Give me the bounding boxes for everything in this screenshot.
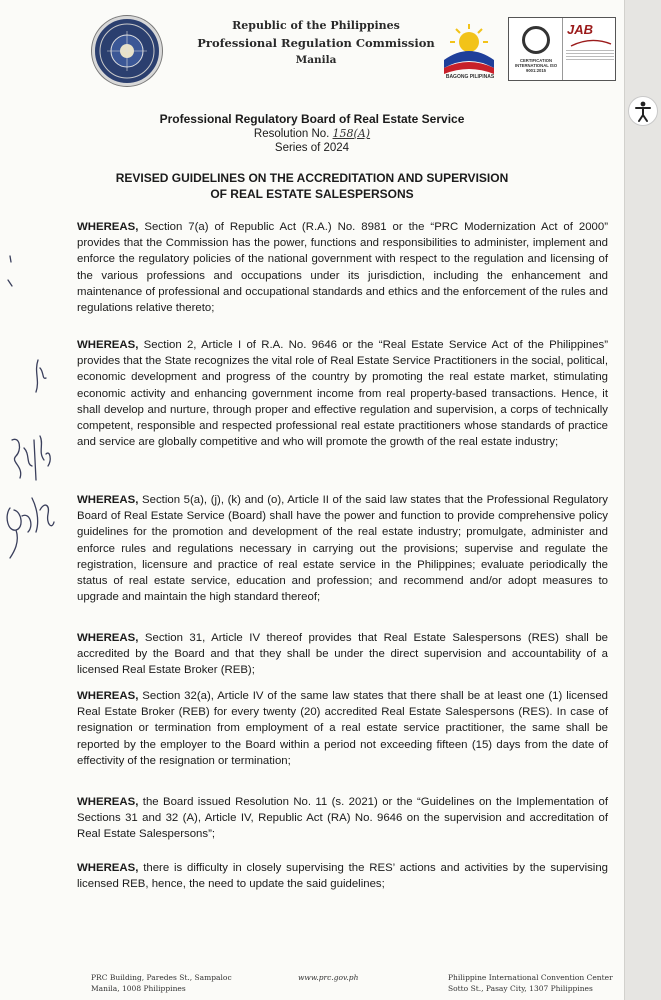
- whereas-text: Section 31, Article IV thereof provides that Real Estate Salespersons (RES) shall be accredited by the Board and that they shall be under the direct supervision and accountability of a licensed Real Estate Broker (REB);: [77, 632, 608, 677]
- certification-label: CERTIFICATION INTERNATIONAL ISO 9001:2015: [514, 58, 558, 73]
- jab-accreditation-label: JAB: [567, 22, 594, 37]
- whereas-text: Section 5(a), (j), (k) and (o), Article II of the said law states that the Professional Regulatory Board of Real Estate Service (Board) shall have the power and function to provide comprehensive policy guidelines for the promotion and development of the real estate industry; promulgate, administer and enforce rules and regulations necessary in carrying out the provisions; supervise and regulate the registration, licensure and practice of real estate service in the Philippines; evaluate periodically the status of real estate service, education and profession; and recommend and/or adopt measures to upgrade and maintain the high standard thereof;: [77, 494, 608, 604]
- certification-badges: [508, 17, 616, 81]
- footer-left-line-1: PRC Building, Paredes St., Sampaloc: [91, 973, 232, 982]
- whereas-paragraph-3: [77, 492, 608, 605]
- footer-website: www.prc.gov.ph: [298, 973, 359, 982]
- footer-address-right: [448, 972, 613, 994]
- jab-swoosh-icon: [569, 38, 613, 48]
- certification-mark-icon: [522, 26, 550, 54]
- resolution-number-line: [0, 127, 624, 140]
- footer-right-line-2: Sotto St., Pasay City, 1307 Philippines: [448, 984, 593, 993]
- viewer-side-bar: [624, 0, 661, 1000]
- header-commission: Professional Regulation Commission: [197, 36, 435, 50]
- whereas-paragraph-1: [77, 219, 608, 316]
- whereas-lead: WHEREAS,: [77, 796, 139, 808]
- whereas-lead: WHEREAS,: [77, 690, 139, 702]
- resolution-title: [0, 170, 624, 202]
- whereas-text: Section 7(a) of Republic Act (R.A.) No. 8981 or the “PRC Modernization Act of 2000” provides that the Commission has the power, functions and responsibilities to administer, implement and enforce the regulatory policies of the national government with respect to the regulation and licensing of the various professions and occupations under its jurisdiction, including the enhancement and maintenance of professional and occupational standards and ethics and the enforcement of the rules and regulations relative thereto;: [77, 221, 609, 315]
- whereas-paragraph-5: [77, 688, 608, 769]
- board-name: Professional Regulatory Board of Real Estate Service: [159, 112, 465, 126]
- footer-right-line-1: Philippine International Convention Center: [448, 973, 613, 982]
- title-line-1: REVISED GUIDELINES ON THE ACCREDITATION AND SUPERVISION: [115, 171, 509, 185]
- header-republic: Republic of the Philippines: [232, 19, 400, 32]
- resolution-number: 158(A): [332, 127, 371, 140]
- agency-header: [186, 18, 446, 68]
- prc-seal-logo: [92, 16, 162, 86]
- whereas-paragraph-6: [77, 794, 608, 843]
- whereas-paragraph-7: [77, 860, 608, 892]
- whereas-lead: WHEREAS,: [77, 494, 139, 506]
- whereas-lead: WHEREAS,: [77, 339, 139, 351]
- title-line-2: OF REAL ESTATE SALESPERSONS: [210, 187, 414, 201]
- footer-left-line-2: Manila, 1008 Philippines: [91, 984, 186, 993]
- whereas-text: there is difficulty in closely supervising the RES’ actions and activities by the supervising licensed REB, hence, the need to update the said guidelines;: [77, 862, 608, 891]
- whereas-text: the Board issued Resolution No. 11 (s. 2021) or the “Guidelines on the Implementation of Sections 31 and 32 (A), Article IV, Republic Act (RA) No. 9646 on the supervision and accreditation of Real Estate Salespersons”;: [77, 796, 608, 841]
- margin-initials: [0, 240, 70, 600]
- bagong-pilipinas-logo: [438, 20, 500, 82]
- resolution-series: Series of 2024: [274, 142, 350, 154]
- header-city: Manila: [295, 54, 337, 66]
- jab-fine-print: [566, 50, 614, 60]
- resolution-prefix: Resolution No.: [253, 128, 330, 140]
- whereas-lead: WHEREAS,: [77, 632, 139, 644]
- bagong-pilipinas-label: BAGONG PILIPINAS: [445, 74, 495, 80]
- whereas-paragraph-2: [77, 337, 608, 450]
- footer-address-left: [91, 972, 232, 994]
- whereas-text: Section 32(a), Article IV of the same law states that there shall be at least one (1) licensed Real Estate Broker (REB) for every twenty (20) accredited Real Estate Salespersons (RES). In case of resignation or termination from employment of a real estate service practitioner, the same shall be reported by the employer to the Board within a period not exceeding fifteen (15) days from the date of effectivity of the resignation or termination;: [77, 690, 608, 767]
- whereas-text: Section 2, Article I of R.A. No. 9646 or the “Real Estate Service Act of the Philippines” provides that the State recognizes the vital role of Real Estate Service Practitioners in the social, political, economic development and progress of the country by promoting the real estate market, stimulating economic activity and enhancing government income from real property-based transactions. Hence, it shall develop and nurture, through proper and effective regulation and supervision, a corps of technically competent, responsible and respected professional real estate practitioners whose standards of practice and service are globally competitive and who will promote the growth of the real estate industry;: [77, 339, 608, 449]
- accessibility-icon: [629, 97, 657, 125]
- accessibility-button[interactable]: [628, 96, 658, 126]
- whereas-lead: WHEREAS,: [77, 862, 139, 874]
- whereas-lead: WHEREAS,: [77, 221, 139, 233]
- whereas-paragraph-4: [77, 630, 608, 679]
